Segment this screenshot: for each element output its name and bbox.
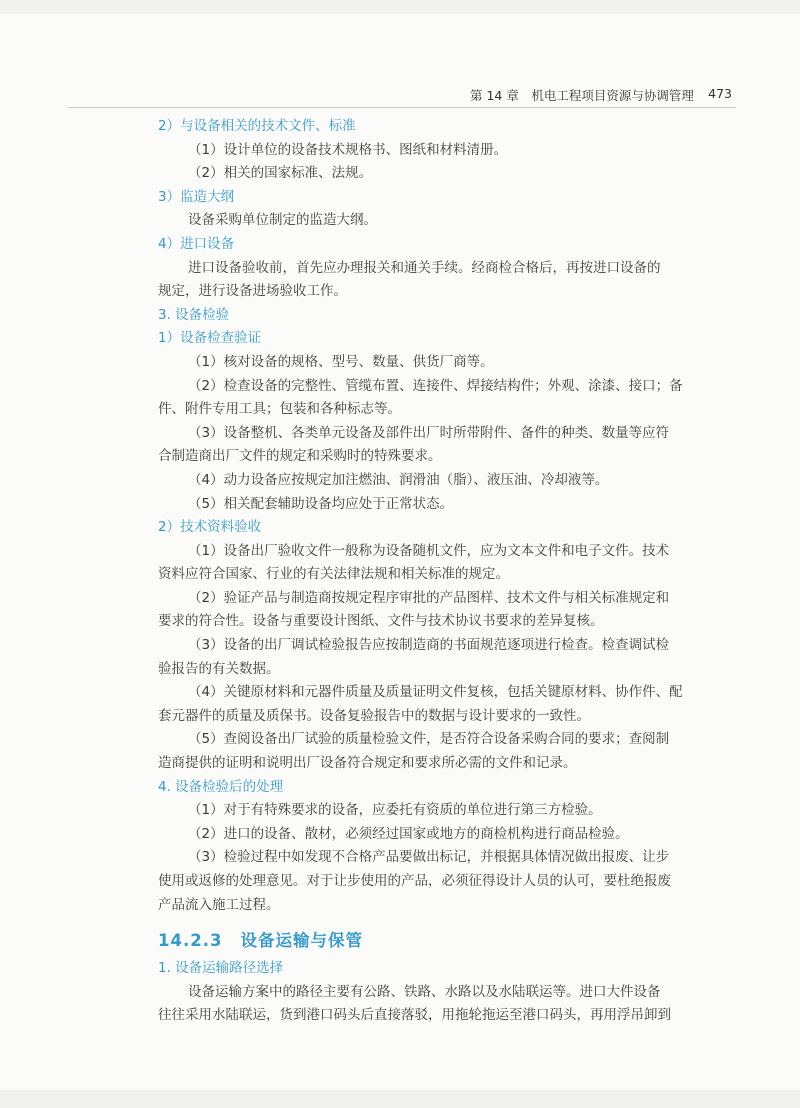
text-line: （1）对于有特殊要求的设备，应委托有资质的单位进行第三方检验。 [188, 802, 602, 819]
section-number: 14.2.3 [158, 931, 223, 951]
body-text [158, 115, 730, 1028]
text-line: （2）检查设备的完整性、管缆布置、连接件、焊接结构件；外观、涂漆、接口；备 [188, 377, 683, 394]
subheading: 1）设备检查验证 [158, 330, 262, 347]
text-line: 使用或返修的处理意见。对于让步使用的产品，必须征得设计人员的认可，要杜绝报废 [158, 873, 671, 889]
header-rule [68, 107, 736, 108]
text-line: 设备采购单位制定的监造大纲。 [188, 212, 377, 229]
text-line: 资料应符合国家、行业的有关法律法规和相关标准的规定。 [158, 566, 509, 583]
page-number: 473 [708, 86, 732, 101]
text-line: （2）进口的设备、散材，必须经过国家或地方的商检机构进行商品检验。 [188, 825, 629, 842]
subheading: 4. 设备检验后的处理 [158, 778, 284, 795]
text-line: （3）检验过程中如发现不合格产品要做出标记，并根据具体情况做出报废、让步 [188, 849, 670, 866]
text-line: （4）动力设备应按规定加注燃油、润滑油（脂）、液压油、冷却液等。 [188, 471, 609, 488]
text-line: 验报告的有关数据。 [158, 660, 280, 677]
text-line: 合制造商出厂文件的规定和采购时的特殊要求。 [158, 448, 442, 465]
text-line: 进口设备验收前，首先应办理报关和通关手续。经商检合格后，再按进口设备的 [188, 259, 661, 276]
subheading: 2）与设备相关的技术文件、标准 [158, 118, 356, 134]
paragraphs-after-section [158, 957, 730, 1028]
text-line: 套元器件的质量及质保书。设备复验报告中的数据与设计要求的一致性。 [158, 707, 590, 724]
top-scan-band [0, 0, 800, 14]
text-line: 规定，进行设备进场验收工作。 [158, 283, 347, 300]
text-line: 产品流入施工过程。 [158, 896, 280, 913]
text-line: 设备运输方案中的路径主要有公路、铁路、水路以及水陆联运等。进口大件设备 [188, 983, 661, 1000]
text-line: （3）设备的出厂调试检验报告应按制造商的书面规范逐项进行检查。检查调试检 [188, 637, 670, 654]
text-line: 往往采用水陆联运，货到港口码头后直接落驳，用拖轮拖运至港口码头，再用浮吊卸到 [158, 1007, 671, 1024]
section-title: 设备运输与保管 [240, 931, 363, 951]
bottom-scan-band [0, 1090, 800, 1108]
text-line: （3）设备整机、各类单元设备及部件出厂时所带附件、备件的种类、数量等应符 [188, 424, 670, 441]
text-line: （2）相关的国家标准、法规。 [188, 165, 373, 182]
text-line: 件、附件专用工具；包装和各种标志等。 [158, 401, 401, 418]
text-line: （5）查阅设备出厂试验的质量检验文件，是否符合设备采购合同的要求；查阅制 [188, 731, 670, 748]
subheading: 1. 设备运输路径选择 [158, 960, 284, 977]
section-heading [158, 925, 730, 957]
subheading: 3. 设备检验 [158, 306, 230, 323]
text-line: 造商提供的证明和说明出厂设备符合规定和要求所必需的文件和记录。 [158, 755, 577, 772]
subheading: 4）进口设备 [158, 235, 235, 252]
text-line: 要求的符合性。设备与重要设计图纸、文件与技术协议书要求的差异复核。 [158, 613, 604, 630]
paragraphs-before-section [158, 115, 730, 917]
text-line: （5）相关配套辅助设备均应处于正常状态。 [188, 495, 454, 512]
running-header [470, 86, 732, 106]
text-line: （1）设备出厂验收文件一般称为设备随机文件，应为文本文件和电子文件。技术 [188, 542, 670, 559]
text-line: （2）验证产品与制造商按规定程序审批的产品图样、技术文件与相关标准规定和 [188, 589, 670, 606]
text-line: （1）核对设备的规格、型号、数量、供货厂商等。 [188, 353, 494, 370]
subheading: 2）技术资料验收 [158, 519, 262, 536]
chapter-title: 第 14 章 机电工程项目资源与协调管理 [470, 88, 694, 103]
subheading: 3）监造大纲 [158, 188, 235, 205]
text-line: （4）关键原材料和元器件质量及质量证明文件复核，包括关键原材料、协作件、配 [188, 684, 683, 701]
text-line: （1）设计单位的设备技术规格书、图纸和材料清册。 [188, 141, 508, 158]
